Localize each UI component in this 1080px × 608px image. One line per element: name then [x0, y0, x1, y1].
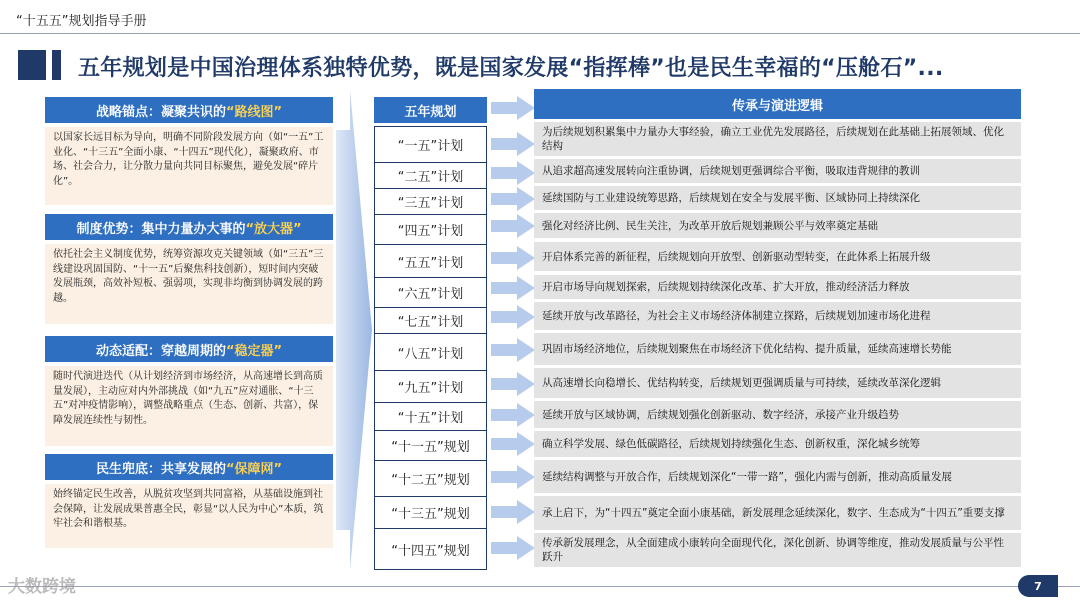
- evolution-row: 延续国防与工业建设统筹思路，后续规划在安全与发展平衡、区域协同上持续深化: [534, 186, 1021, 210]
- evolution-row: 为后续规划积累集中力量办大事经验，确立工业优先发展路径，后续规划在此基础上拓展领域、优化结构: [534, 122, 1021, 156]
- page-headline: 五年规划是中国治理体系独特优势，既是国家发展“指挥棒”也是民生幸福的“压舱石”...: [78, 56, 944, 81]
- evolution-row: 延续开放与改革路径，为社会主义市场经济体制建立探路，后续规划加速市场化进程: [534, 302, 1021, 330]
- page-number: 7: [1018, 575, 1058, 597]
- panel-title-highlight: “保障网”: [225, 461, 283, 477]
- panel-livelihood-title: [45, 454, 333, 480]
- bottom-divider: [0, 586, 1080, 587]
- evolution-row: 强化对经济比例、民生关注，为改革开放后规划兼顾公平与效率奠定基础: [534, 213, 1021, 238]
- panel-title-text: 民生兜底：共享发展的: [95, 461, 226, 477]
- panel-title-text: 制度优势：集中力量办大事的: [76, 221, 246, 237]
- panel-adaptation-title: [45, 336, 333, 362]
- plans-header: 五年规划: [374, 97, 487, 123]
- panel-title-highlight: “稳定器”: [225, 343, 283, 359]
- evolution-header: 传承与演进逻辑: [534, 89, 1021, 119]
- plan-item: “五五”计划: [375, 245, 486, 278]
- plan-item: “九五”计划: [375, 371, 486, 403]
- arrow-right-icon: [491, 96, 535, 120]
- panel-institution-title: [45, 214, 333, 240]
- arrow-right-icon: [491, 276, 535, 300]
- panel-adaptation-body: 随时代演进迭代（从计划经济到市场经济，从高速增长到高质量发展），主动应对内外部挑战（如“九五”应对通胀、“十三五”对冲疫情影响），调整战略重点（生态、创新、共富），保障发展连续性与韧性。: [45, 366, 333, 446]
- big-right-arrow-icon: [336, 90, 372, 570]
- plan-item: “二五”计划: [375, 163, 486, 189]
- arrow-right-icon: [491, 403, 535, 427]
- evolution-row: 从高速增长向稳增长、优结构转变，后续规划更强调质量与可持续，延续改革深化逻辑: [534, 368, 1021, 398]
- evolution-row: 传承新发展理念，从全面建成小康转向全面现代化，深化创新、协调等维度，推动发展质量与公平性跃升: [534, 533, 1021, 567]
- arrow-right-icon: [491, 500, 535, 524]
- evolution-row: 延续开放与区域协调，后续规划强化创新驱动、数字经济，承接产业升级趋势: [534, 401, 1021, 428]
- plan-item: “七五”计划: [375, 308, 486, 334]
- arrow-right-icon: [491, 305, 535, 329]
- evolution-row: 延续结构调整与开放合作，后续规划深化“一带一路”，强化内需与创新，推动高质量发展: [534, 460, 1021, 493]
- evolution-row: 确立科学发展、绿色低碳路径，后续规划持续强化生态、创新权重，深化城乡统筹: [534, 431, 1021, 457]
- arrow-right-icon: [491, 432, 535, 456]
- evolution-row: 承上启下，为“十四五”奠定全面小康基础，新发展理念延续深化，数字、生态成为“十四五”重要支撑: [534, 496, 1021, 530]
- top-divider: [0, 33, 1080, 34]
- plan-item: “十四五”规划: [391, 543, 470, 559]
- evolution-row: 开启体系完善的新征程，后续规划向开放型、创新驱动型转变，在此体系上拓展升级: [534, 242, 1021, 271]
- plan-item: “十二五”规划: [375, 461, 486, 497]
- arrow-right-icon: [491, 372, 535, 396]
- arrow-right-icon: [491, 187, 535, 211]
- panel-title-text: 战略锚点：凝聚共识的: [95, 104, 226, 120]
- arrow-right-icon: [491, 246, 535, 270]
- arrow-right-icon: [491, 338, 535, 362]
- plan-item: “十一五”规划: [375, 431, 486, 461]
- plan-item: “一五”计划: [375, 127, 486, 163]
- panel-title-text: 动态适配：穿越周期的: [95, 343, 226, 359]
- evolution-row: 巩固市场经济地位，后续规划聚焦在市场经济下优化结构、提升质量，延续高速增长势能: [534, 333, 1021, 365]
- watermark-logo: 大数跨境: [8, 577, 76, 597]
- plan-item: “四五”计划: [375, 215, 486, 245]
- title-decoration-bar: [52, 50, 61, 80]
- plan-item: “十三五”规划: [375, 497, 486, 529]
- plan-item: “十五”计划: [375, 403, 486, 431]
- panel-title-highlight: “路线图”: [225, 104, 283, 120]
- arrow-right-icon: [491, 132, 535, 156]
- plan-item: “三五”计划: [375, 189, 486, 215]
- plan-item: “六五”计划: [375, 278, 486, 308]
- arrow-right-icon: [491, 214, 535, 238]
- document-title: “十五五”规划指导手册: [16, 14, 147, 29]
- panel-institution-body: 依托社会主义制度优势，统筹资源攻克关键领域（如“三五”三线建设巩固国防、“十一五”后聚焦科技创新），短时间内突破发展瓶颈，高效补短板、强弱项，实现非均衡到协调发展的跨越。: [45, 244, 333, 324]
- arrow-right-icon: [491, 536, 535, 560]
- panel-strategy-title: [45, 97, 333, 123]
- panel-strategy-body: 以国家长远目标为导向，明确不同阶段发展方向（如“一五”工业化、“十三五”全面小康、“十四五”现代化），凝聚政府、市场、社会合力，让分散力量向共同目标聚焦，避免发展“碎片化”。: [45, 127, 333, 205]
- evolution-row: 从追求超高速发展转向注重协调，后续规划更强调综合平衡，吸取违背规律的教训: [534, 159, 1021, 183]
- evolution-row: 开启市场导向规划探索，后续规划持续深化改革、扩大开放，推动经济活力释放: [534, 275, 1021, 299]
- plan-item: “八五”计划: [375, 334, 486, 371]
- plans-list: [374, 126, 487, 570]
- arrow-right-icon: [491, 161, 535, 185]
- title-decoration-block: [18, 50, 46, 80]
- panel-title-highlight: “放大器”: [245, 221, 302, 237]
- arrow-right-icon: [491, 465, 535, 489]
- panel-livelihood-body: 始终锚定民生改善，从脱贫攻坚到共同富裕，从基础设施到社会保障，让发展成果普惠全民，彰显“以人民为中心”本质，筑牢社会和谐根基。: [45, 484, 333, 548]
